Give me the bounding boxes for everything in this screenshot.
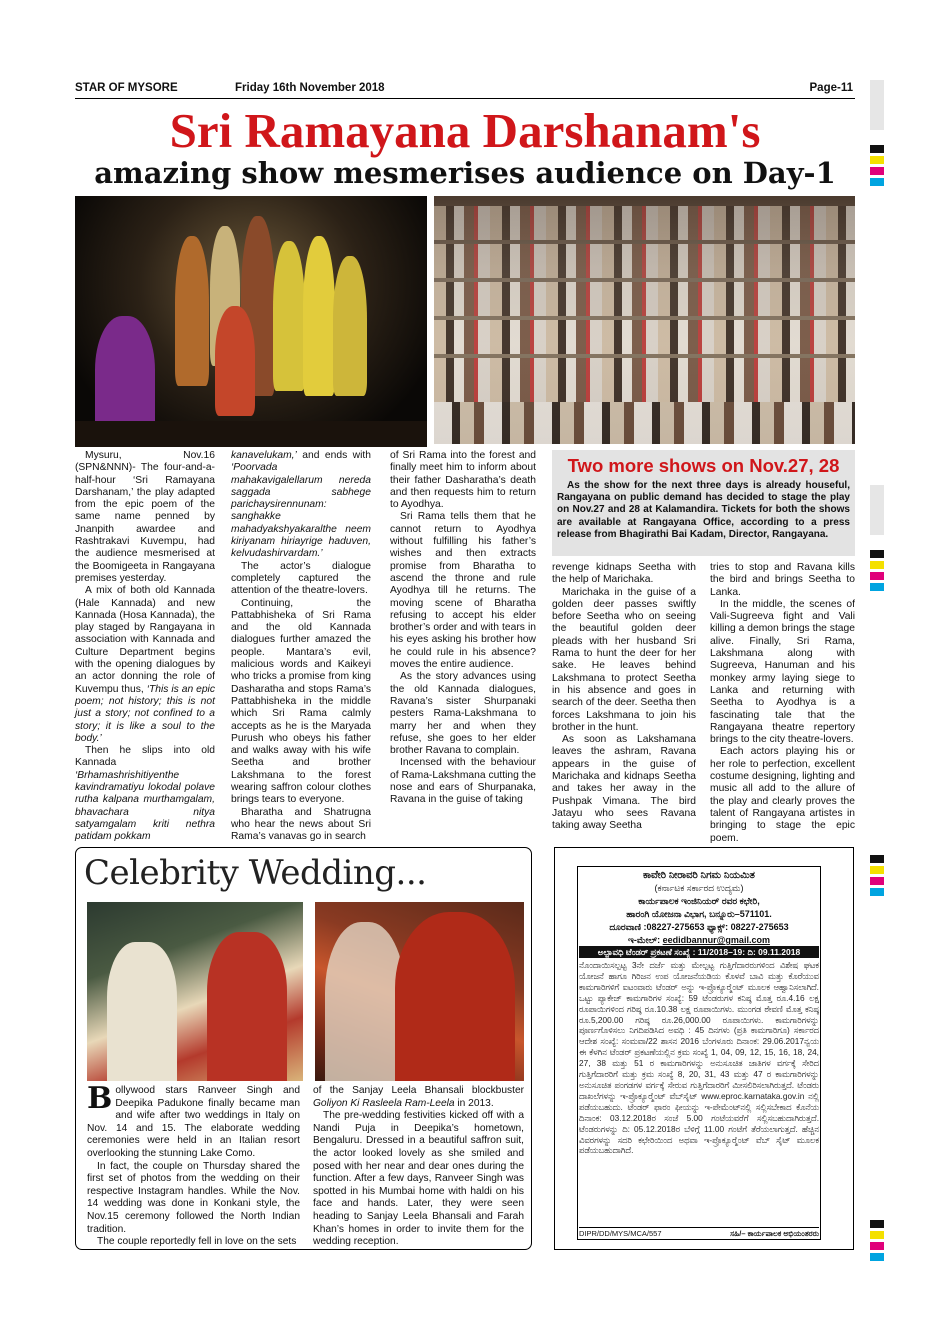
article-paragraph: Bharatha and Shatrugna who hear the news about Sri Rama’s vanavas go in search <box>231 806 371 843</box>
stage-performance-photo <box>75 196 427 447</box>
page-number: Page-11 <box>809 82 853 94</box>
registration-mark <box>870 877 884 885</box>
registration-mark <box>870 866 884 874</box>
tender-advert-footer <box>579 1227 819 1240</box>
headline-title: Sri Ramayana Darshanam's <box>169 103 761 158</box>
registration-mark <box>870 561 884 569</box>
audience-photo <box>434 196 855 444</box>
article-paragraph: Each actors playing his or her role to perfection, excellent costume designing, lighting and music all add to the allure of the play and clearly proves the talent of Rangayana artistes in bringing to stage the epic poem. <box>710 746 855 844</box>
paper-name: STAR OF MYSORE <box>75 82 178 94</box>
article-paragraph: Continuing, the Pattabhisheka of Sri Rama and the old Kannada dialogues further amazed the people. Mantara’s evil, malicious words and Kaikeyi who tricks a promise from king Dasharatha and stops Rama’s Pattabhisheka in the middle which Sri Rama calmly accepts as he is the Maryada Purush who obeys his father and walks away with his wife Seetha and brother Lakshmana to the forest wearing saffron colour clothes brings tears to everyone. <box>231 597 371 806</box>
info-box-text: As the show for the next three days is already houseful, Rangayana on public demand has decided to stage the play on Nov.27 and 28 at Kalamandira. Tickets for both the shows are available at Rangayana Office, according to a press release from Bhagirathi Bai Kadam, Director, Rangayana. <box>557 480 850 540</box>
article-column-2 <box>231 450 371 844</box>
registration-mark <box>870 572 884 580</box>
wedding-photo-1 <box>87 902 303 1081</box>
masthead <box>75 80 855 98</box>
advert-code: DIPR/DD/MYS/MCA/557 <box>579 1229 662 1238</box>
advert-email: eedidbannur@gmail.com <box>662 935 770 945</box>
article-paragraph: Then he slips into old Kannada ‘Brhamashrishitiyenthe kavindramatiyu lokodal polave rutha kalpana murthamgalam, bhavachara nitya satyamgalam kriti nethra patidam pokkam <box>75 745 215 843</box>
advert-signature: ಸಹಿ/– ಕಾರ್ಯಪಾಲಕ ಅಭಿಯಂತರರು <box>730 1229 819 1238</box>
article-paragraph: In fact, the couple on Thursday shared the first set of photos from the wedding on their respective Instagram handles. While the Nov. 14 wedding was done in Konkani style, the Nov.15 ceremony followed the North Indian tradition. <box>87 1160 300 1235</box>
article-paragraph: of Sri Rama into the forest and finally meet him to inform about their father Dasharatha’s death and then requests him to return to Ayodhya. <box>390 450 536 511</box>
tender-number-bar: ಅಲ್ಪಾವಧಿ ಟೆಂಡರ್ ಪ್ರಕಟಣೆ ಸಂಖ್ಯೆ : 11/2018–19: ದಿ: 09.11.2018 <box>579 946 819 958</box>
masthead-rule <box>75 98 855 99</box>
article-paragraph: A mix of both old Kannada (Hale Kannada) and new Kannada (Hosa Kannada), the play staged by Rangayana in association with Kannada and Culture Department begins with the opening dialogues by an actor donning the role of Kuvempu thus, ‘This is an epic poem; not history; this is not just a story; not confined to a story; it is like a soul to the body.’ <box>75 585 215 744</box>
article-paragraph: As soon as Lakshamana leaves the ashram, Ravana appears in the guise of Marichaka and kidnaps Seetha and takes her away in the Pushpak Vimana. The bird Jatayu who sees Ravana taking away Seetha <box>552 734 696 832</box>
registration-mark <box>870 167 884 175</box>
registration-mark <box>870 550 884 558</box>
registration-mark <box>870 1242 884 1250</box>
issue-date: Friday 16th November 2018 <box>235 82 385 94</box>
registration-mark <box>870 178 884 186</box>
article-paragraph: tries to stop and Ravana kills the bird and brings Seetha to Lanka. <box>710 562 855 598</box>
wedding-photo-2 <box>315 902 524 1081</box>
registration-mark <box>870 145 884 153</box>
registration-mark <box>870 855 884 863</box>
registration-mark <box>870 583 884 591</box>
registration-mark <box>870 1231 884 1239</box>
article-paragraph: The pre-wedding festivities kicked off with a Nandi Puja in Deepika’s hometown, Bengaluru. Dressed in a beautiful saffron suit, the actor looked lovely as she smiled and posed with her near and dear ones during the function. After a few days, Ranveer Singh was spotted in his Mumbai home with haldi on his face and hands. Later, they were seen heading to Sanjay Leela Bhansali and Farah Khan’s homes in order to invite them for the wedding reception. <box>313 1110 524 1248</box>
article-paragraph: Mysuru, Nov.16 (SPN&NNN)- The four-and-a-half-hour ‘Sri Ramayana Darshanam,’ the play adapted from the epic poem of the same name penned by Jnanpith awardee and Rashtrakavi Kuvempu, had the audience mesmerised at the Boomigeeta in Rangayana premises yesterday. <box>75 450 215 584</box>
tender-advert-body: ನೊಂದಾಯಿಸಲ್ಪಟ್ಟ 3ನೇ ದರ್ಜೆ ಮತ್ತು ಮೇಲ್ಪಟ್ಟ ಗುತ್ತಿಗೆದಾರರುಗಳಿಂದ ವಿಶೇಷ ಘಟಕ ಯೋಜನೆ ಹಾಗೂ ಗಿರಿಜನ ಉಪ ಯೋಜನೆಯಡಿಯ ಕೊಳವೆ ಬಾವಿ ಮತ್ತು ಕೊರೆಯುವ ಕಾಮಗಾರಿಗಳಿಗೆ ಐಟಂವಾರು ಟೆಂಡರ್ ಅನ್ನು ಇ-ಪ್ರೊಕ್ಯೂರ್‍ಮೆಂಟ್ ಮೂಲಕ ಆಹ್ವಾನಿಸಲಾಗಿದೆ. ಒಟ್ಟು ಪ್ಯಾಕೇಜ್ ಕಾಮಗಾರಿಗಳ ಸಂಖ್ಯೆ: 59 ಟೆಂಡರುಗಳ ಕನಿಷ್ಠ ಮೊತ್ತ ರೂ.4.16 ಲಕ್ಷ ರೂಪಾಯಿಗಳಿಂದ ಗರಿಷ್ಠ ರೂ.10.38 ಲಕ್ಷ ರೂಪಾಯಿಗಳು. ಮುಂಗಡ ಠೇವಣಿ ಮೊತ್ತ ಕನಿಷ್ಠ ರೂ.5,200.00 ಗರಿಷ್ಠ ರೂ.26,000.00 ರೂಪಾಯಿಗಳು. ಕಾಮಗಾರಿಗಳನ್ನು ಪೂರ್ಣಗೊಳಿಸಲು ನಿಗದಿಪಡಿಸಿದ ಅವಧಿ : 45 ದಿನಗಳು (ಪ್ರತಿ ಕಾಮಗಾರಿಗೂ) ಸರ್ಕಾರದ ಆದೇಶ ಸಂಖ್ಯೆ: ಸಂಮವಾ/22 ಶಾಸನ 2016 ಬೆಂಗಳೂರು ದಿನಾಂಕ: 29.06.2017ನ್ವಯ ಈ ಕೆಳಗಿನ ಟೆಂಡರ್ ಪ್ರಕಟಣೆಯಲ್ಲಿನ ಕ್ರಮ ಸಂಖ್ಯೆ 1, 04, 09, 12, 15, 16, 18, 24, 27, 38 ಮತ್ತು 51 ರ ಕಾಮಗಾರಿಗಳನ್ನು ಅನುಸೂಚಿತ ಜಾತಿಗಳ ವರ್ಗಕ್ಕೆ ಸೇರಿದ ಗುತ್ತಿಗೆದಾರರಿಗೆ ಮತ್ತು ಕ್ರಮ ಸಂಖ್ಯೆ 8, 20, 31, 43 ಮತ್ತು 47 ರ ಕಾಮಗಾರಿಗಳನ್ನು ಅನುಸೂಚಿತ ಪಂಗಡಗಳ ವರ್ಗಕ್ಕೆ ಸೇರುವ ಗುತ್ತಿಗೆದಾರರಿಗೆ ಮೀಸಲಿರಿಸಲಾಗಿರುತ್ತದೆ. ಟೆಂಡರು ದಾಖಲೆಗಳನ್ನು ಇ-ಪ್ರೊಕ್ಯೂರ್‍ಮೆಂಟ್ ವೆಬ್‍ಸೈಟ್ www.eproc.karnataka.gov.in ನಲ್ಲಿ ಪಡೆಯಬಹುದು. ಟೆಂಡರ್ ಫಾರಂ ಫೀಯನ್ನು ಇ-ಪೇಮೆಂಟ್‍ನಲ್ಲಿ ಸಲ್ಲಿಸಬೇಕಾದ ಕೊನೆಯ ದಿನಾಂಕ: 03.12.2018ರ ಸಂಜೆ 5.00 ಗಂಟೆಯವರೆಗೆ ಸಲ್ಲಿಸಬಹುದಾಗಿರುತ್ತದೆ. ಟೆಂಡರುಗಳನ್ನು ದಿ: 05.12.2018ರ ಬೆಳಿಗ್ಗೆ 11.00 ಗಂಟೆಗೆ ತೆರೆಯಲಾಗುತ್ತದೆ. ಹೆಚ್ಚಿನ ವಿವರಗಳನ್ನು ಸದರಿ ಕಛೇರಿಯಿಂದ ಅಥವಾ ಇ-ಪ್ರೊಕ್ಯೂರ್‍ಮೆಂಟ್ ವೆಬ್ ಸೈಟ್ ಮೂಲಕ ಪಡೆಯಬಹುದಾಗಿದೆ. <box>579 960 819 1156</box>
article-paragraph: Incensed with the behaviour of Rama-Lakshmana cutting the nose and ears of Shurpanaka, Ravana in the guise of taking <box>390 757 536 806</box>
registration-mark <box>870 156 884 164</box>
article-paragraph: Bollywood stars Ranveer Singh and Deepika Padukone finally became man and wife after two weddings in Italy on Nov. 14 and 15. The elaborate wedding ceremonies were held in an Italian resort overlooking the stunning Lake Como. <box>87 1081 300 1159</box>
article-column-4 <box>552 562 696 833</box>
registration-mark <box>870 485 884 535</box>
article-paragraph: As the story advances using the old Kannada dialogues, Ravana’s sister Shurpanaki pesters Rama-Lakshmana to marry her and when they refuse, she goes to her elder brother Ravana to complain. <box>390 671 536 757</box>
registration-mark <box>870 80 884 130</box>
registration-mark <box>870 1220 884 1228</box>
article-paragraph: kanavelukam,’ and ends with ‘Poorvada mahakavigalellarum nereda saggada sabhege parichaysirennunam: sanghakke mahadyakshyakaralthe neem kiriyanam hiriayrige haduven, kelvudashirvardam.’ <box>231 450 371 560</box>
celebrity-wedding-title: Celebrity Wedding... <box>84 853 427 893</box>
tender-advert-header: ಕಾವೇರಿ ನೀರಾವರಿ ನಿಗಮ ನಿಯಮಿತ (ಕರ್ನಾಟಕ ಸರ್ಕಾರದ ಉದ್ಯಮ) ಕಾರ್ಯಪಾಲಕ ಇಂಜಿನಿಯರ್ ರವರ ಕಛೇರಿ, ಹಾರಂಗಿ ಯೋಜನಾ ವಿಭಾಗ, ಬನ್ನೂರು–571101. ದೂರವಾಣಿ :08227-275653 ಫ್ಯಾಕ್ಸ್: 08227-275653 ಇ-ಮೇಲ್: eedidbannur@gmail.com <box>609 870 789 945</box>
article-paragraph: Sri Rama tells them that he cannot return to Ayodhya without fulfilling his father’s wishes and then extracts promise from Bharatha to ascend the throne and rule Ayodhya till he returns. The moving scene of Bharatha refusing to accept his elder brother’s order and with tears in his eyes asking his brother how he could rule in his absence? moves the entire audience. <box>390 511 536 671</box>
drop-cap: B <box>87 1081 113 1116</box>
article-paragraph: of the Sanjay Leela Bhansali blockbuster Goliyon Ki Rasleela Ram-Leela in 2013. <box>313 1085 524 1109</box>
article-column-5 <box>710 562 855 845</box>
headline-subtitle: amazing show mesmerises audience on Day-1 <box>94 156 836 190</box>
info-box-title: Two more shows on Nov.27, 28 <box>567 455 840 476</box>
article-paragraph: The couple reportedly fell in love on the sets <box>97 1236 297 1248</box>
article-paragraph: Marichaka in the guise of a golden deer passes swiftly before Seetha who on seeing the beautiful golden deer pleads with her husband Sri Rama to hunt the deer for her sake. He leaves behind Lakshmana to protect Seetha in his absence and goes in search of the deer. Seetha then forces Lakshmana to join his brother in the hunt. <box>552 586 696 733</box>
article-paragraph: revenge kidnaps Seetha with the help of Marichaka. <box>552 562 696 586</box>
registration-mark <box>870 888 884 896</box>
article-paragraph: The actor’s dialogue completely captured the attention of the theatre-lovers. <box>231 560 371 597</box>
wedding-column-1 <box>87 1081 300 1249</box>
article-paragraph: In the middle, the scenes of Vali-Sugreeva fight and Vali killing a demon brings the stage alive. Finally, Sri Rama, Lakshmana along with Sugreeva, Hanuman and his monkey army laying siege to Lanka and returning with Seetha to Ayodhya is a fascinating tale that the Rangayana theatre repertory brings to the city theatre-lovers. <box>710 598 855 746</box>
registration-mark <box>870 1253 884 1261</box>
article-column-3 <box>390 450 536 807</box>
wedding-column-2 <box>313 1085 524 1249</box>
article-column-1 <box>75 450 215 844</box>
